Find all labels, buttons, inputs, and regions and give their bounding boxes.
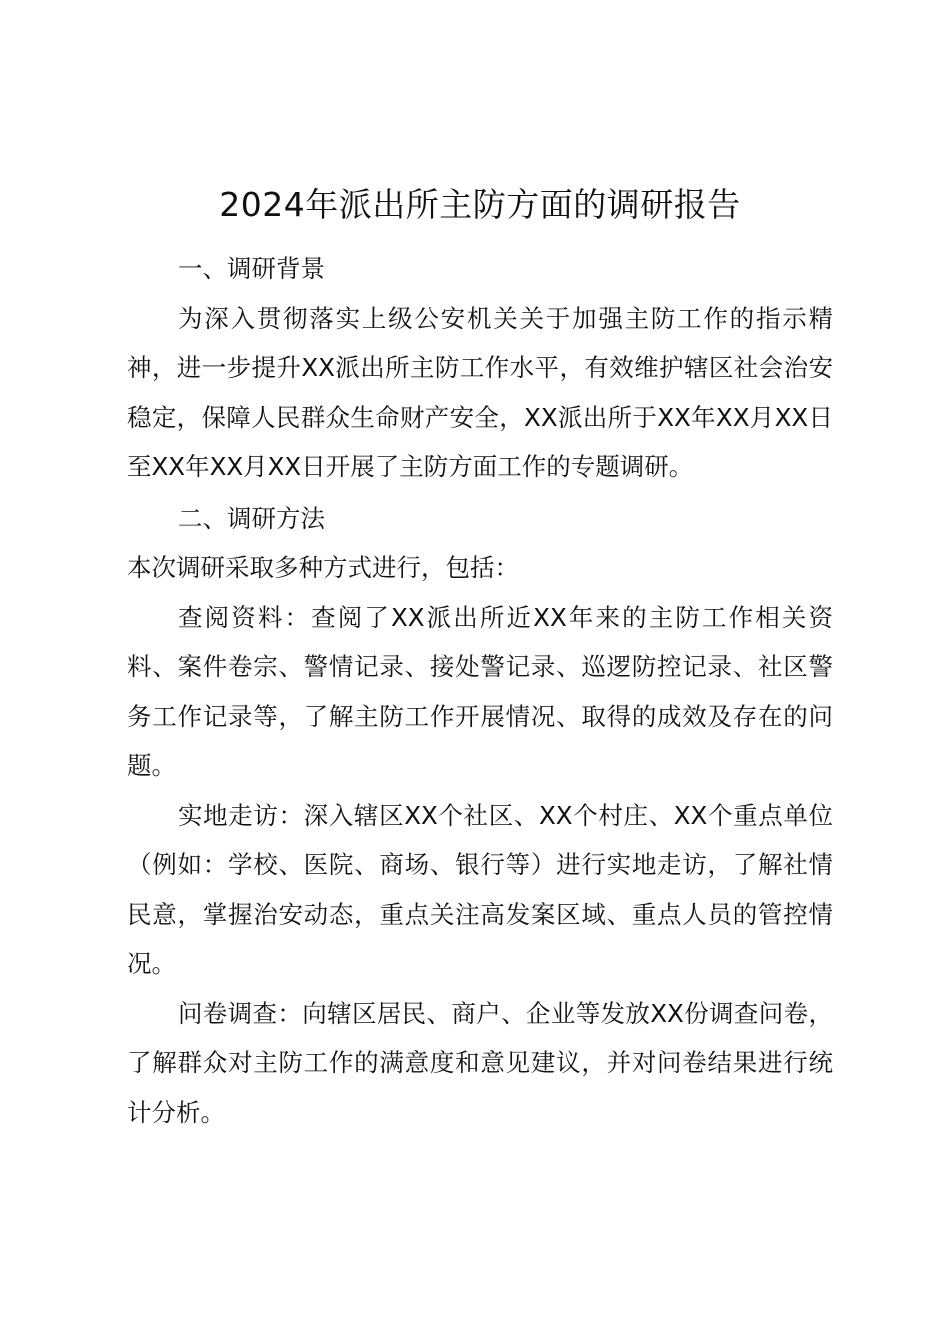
- section-heading-methods: 二、调研方法: [177, 503, 325, 533]
- document-page: [127, 178, 833, 1137]
- paragraph-methods-intro: 本次调研采取多种方式进行，包括：: [127, 553, 519, 582]
- section-heading-background: 一、调研背景: [177, 254, 325, 283]
- paragraph-method-visits: 实地走访：深入辖区XX个社区、XX个村庄、XX个重点单位（例如：学校、医院、商场、银行等）进行实地走访，了解社情民意，掌握治安动态，重点关注高发案区域、重点人员的管控情况。: [127, 800, 833, 978]
- paragraph-background: 为深入贯彻落实上级公安机关关于加强主防工作的指示精神，进一步提升XX派出所主防工作水平，有效维护辖区社会治安稳定，保障人民群众生命财产安全，XX派出所于XX年XX月XX日至XX年XX月XX日开展了主防方面工作的专题调研。: [127, 303, 833, 481]
- document-title: 2024年派出所主防方面的调研报告: [219, 185, 741, 224]
- paragraph-method-survey: 问卷调查：向辖区居民、商户、企业等发放XX份调查问卷，了解群众对主防工作的满意度和意见建议，并对问卷结果进行统计分析。: [127, 998, 833, 1127]
- paragraph-method-documents: 查阅资料：查阅了XX派出所近XX年来的主防工作相关资料、案件卷宗、警情记录、接处警记录、巡逻防控记录、社区警务工作记录等，了解主防工作开展情况、取得的成效及存在的问题。: [127, 602, 833, 780]
